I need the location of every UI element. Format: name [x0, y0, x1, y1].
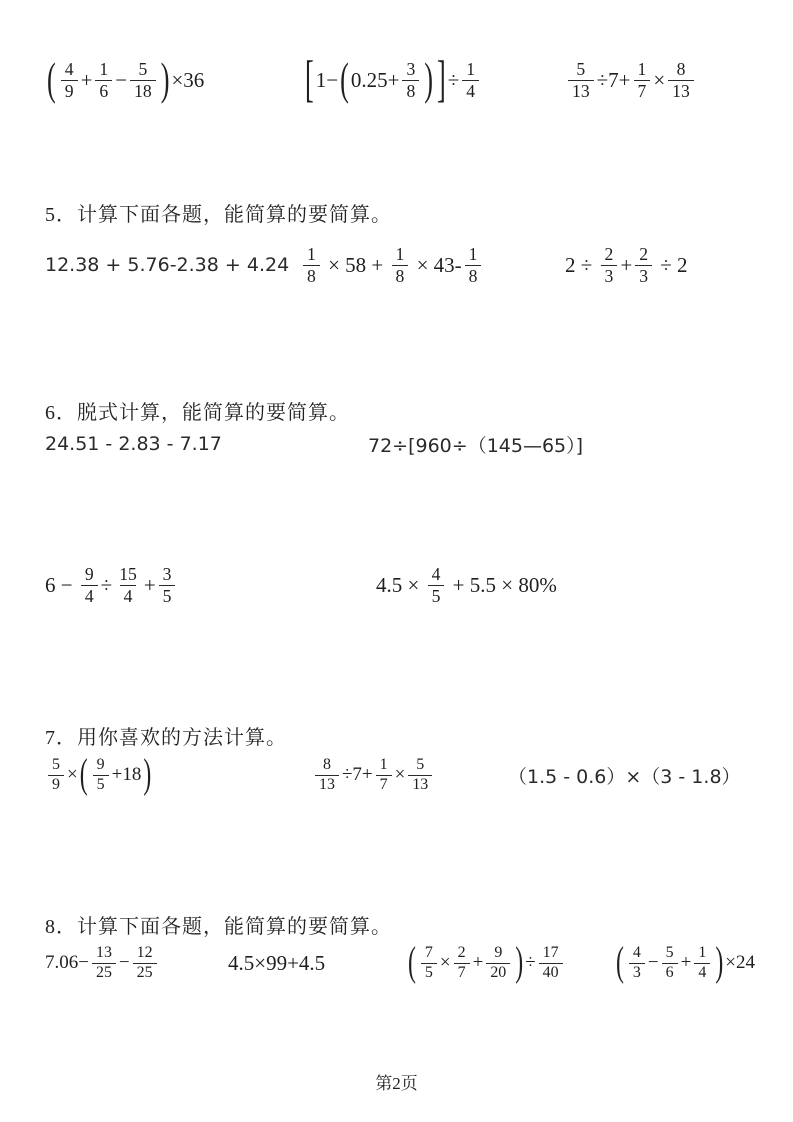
fraction: [130, 59, 156, 101]
fraction-numerator: 1: [698, 944, 707, 962]
expression-q6-4: [376, 557, 557, 613]
fraction: [601, 244, 618, 286]
fraction-numerator: 12: [136, 944, 153, 962]
expression-q8-1: [45, 935, 160, 991]
fraction-numerator: 9: [84, 564, 94, 585]
big-delimiter: [: [305, 50, 314, 108]
fraction: [115, 564, 141, 606]
expression-q8-4: [614, 935, 755, 991]
fraction-denominator: 5: [428, 585, 445, 606]
math-text: ×: [439, 952, 451, 973]
math-text: ÷: [447, 67, 460, 92]
fraction: [428, 564, 445, 606]
fraction-numerator: 3: [162, 564, 172, 585]
math-text: ×24: [725, 952, 755, 973]
fraction: [465, 244, 482, 286]
math-text: +18: [111, 764, 142, 785]
fraction-numerator: 9: [494, 944, 503, 962]
math-text: +: [143, 572, 156, 597]
fraction-denominator: 3: [601, 265, 618, 286]
page-number: 第2页: [375, 1074, 418, 1093]
math-text: ÷7+: [596, 67, 631, 92]
expression-q8-3: [406, 935, 566, 991]
fraction-denominator: 9: [61, 80, 78, 101]
expression-q5-1: [45, 237, 289, 293]
math-text: ×: [653, 67, 666, 92]
fraction-numerator: 1: [466, 59, 476, 80]
fraction: [376, 756, 392, 794]
fraction-denominator: 7: [634, 80, 651, 101]
big-delimiter: ): [160, 53, 170, 105]
fraction-denominator: 8: [465, 265, 482, 286]
fraction-numerator: 8: [676, 59, 686, 80]
fraction-denominator: 7: [454, 963, 470, 982]
math-text: ÷: [525, 952, 536, 973]
fraction: [159, 564, 176, 606]
math-text: 4.5 ×: [376, 572, 425, 597]
question-5-heading: 5．计算下面各题，能简算的要简算。: [45, 204, 392, 226]
expression-q7-3: [508, 747, 741, 803]
expression-q8-2: [228, 935, 325, 991]
fraction: [454, 944, 470, 982]
math-text: 72÷[960÷（145—65）]: [368, 434, 584, 457]
question-6-heading: 6．脱式计算，能简算的要简算。: [45, 402, 350, 424]
math-text: 0.25+: [350, 67, 400, 92]
math-text: ÷ 2: [655, 252, 688, 277]
fraction: [402, 59, 419, 101]
fraction: [668, 59, 694, 101]
fraction-denominator: 20: [486, 963, 510, 982]
big-delimiter: (: [79, 751, 88, 797]
fraction: [634, 59, 651, 101]
fraction-denominator: 4: [462, 80, 479, 101]
fraction-denominator: 13: [668, 80, 694, 101]
math-text: 12.38 + 5.76-2.38 + 4.24: [45, 254, 290, 276]
big-delimiter: (: [616, 939, 624, 985]
fraction: [629, 944, 645, 982]
fraction-denominator: 40: [539, 963, 563, 982]
math-text: 1−: [315, 67, 339, 92]
fraction: [95, 59, 112, 101]
expression-q5-2: [300, 237, 484, 293]
fraction-numerator: 5: [576, 59, 586, 80]
fraction: [462, 59, 479, 101]
big-delimiter: ): [424, 53, 433, 105]
fraction: [392, 244, 409, 286]
math-text: + 5.5 × 80%: [447, 572, 557, 597]
math-text: ÷: [100, 572, 113, 597]
fraction-denominator: 3: [635, 265, 652, 286]
expression-top-3: [565, 50, 697, 110]
fraction-denominator: 25: [92, 963, 116, 982]
expression-top-2: [303, 50, 482, 110]
fraction: [48, 756, 64, 794]
math-text: × 43-: [411, 252, 462, 277]
fraction-denominator: 5: [159, 585, 176, 606]
big-delimiter: (: [47, 53, 56, 105]
math-text: ×: [66, 764, 78, 785]
math-text: （1.5 - 0.6）×（3 - 1.8）: [508, 765, 741, 788]
math-text: ×: [394, 764, 406, 785]
fraction: [61, 59, 78, 101]
fraction-numerator: 5: [416, 756, 425, 774]
big-delimiter: ]: [437, 50, 446, 108]
math-text: ÷7+: [341, 764, 373, 785]
fraction-denominator: 25: [133, 963, 157, 982]
fraction-numerator: 8: [322, 756, 331, 774]
math-text: 2 ÷: [565, 252, 598, 277]
big-delimiter: (: [340, 53, 349, 105]
fraction: [568, 59, 594, 101]
fraction: [662, 944, 678, 982]
fraction: [694, 944, 710, 982]
fraction-numerator: 4: [64, 59, 74, 80]
math-text: +: [472, 952, 484, 973]
expression-top-1: [45, 50, 204, 110]
math-text: −: [115, 67, 128, 92]
fraction-denominator: 8: [303, 265, 320, 286]
fraction: [421, 944, 437, 982]
fraction-numerator: 15: [119, 564, 137, 585]
math-text: 4.5×99+4.5: [228, 950, 326, 975]
math-text: × 58 +: [322, 252, 389, 277]
fraction-denominator: 3: [629, 963, 645, 982]
fraction-denominator: 9: [48, 775, 64, 794]
big-delimiter: (: [408, 939, 416, 985]
fraction-numerator: 1: [379, 756, 388, 774]
fraction-numerator: 1: [307, 244, 316, 265]
fraction: [635, 244, 652, 286]
expression-q7-2: [312, 747, 435, 803]
fraction-numerator: 5: [138, 59, 148, 80]
fraction: [315, 756, 339, 794]
fraction-numerator: 4: [431, 564, 441, 585]
math-text: +: [680, 952, 692, 973]
fraction: [93, 756, 109, 794]
math-text: 24.51 - 2.83 - 7.17: [45, 433, 222, 455]
math-text: +: [620, 252, 633, 277]
fraction-numerator: 9: [96, 756, 105, 774]
question-7-heading: 7．用你喜欢的方法计算。: [45, 727, 287, 749]
fraction-numerator: 13: [95, 944, 112, 962]
fraction-numerator: 1: [637, 59, 647, 80]
fraction-denominator: 6: [662, 963, 678, 982]
math-text: 7.06−: [45, 952, 89, 973]
fraction-numerator: 2: [639, 244, 648, 265]
fraction-numerator: 7: [424, 944, 433, 962]
fraction-denominator: 13: [315, 775, 339, 794]
math-text: −: [118, 952, 130, 973]
fraction-numerator: 5: [52, 756, 60, 774]
fraction-denominator: 7: [376, 775, 392, 794]
fraction-denominator: 13: [408, 775, 432, 794]
expression-q5-3: [565, 237, 688, 293]
fraction-denominator: 6: [95, 80, 112, 101]
fraction-numerator: 17: [542, 944, 559, 962]
fraction-numerator: 2: [604, 244, 614, 265]
fraction-numerator: 2: [457, 944, 466, 962]
fraction-denominator: 5: [93, 775, 109, 794]
fraction: [92, 944, 116, 982]
expression-q6-3: [45, 557, 178, 613]
fraction: [486, 944, 510, 982]
fraction-denominator: 13: [568, 80, 594, 101]
expression-q6-2: [368, 430, 583, 458]
big-delimiter: ): [715, 939, 724, 985]
fraction-numerator: 3: [406, 59, 416, 80]
question-8-heading: 8．计算下面各题，能简算的要简算。: [45, 916, 392, 938]
fraction: [539, 944, 563, 982]
expression-q7-1: [45, 747, 153, 803]
big-delimiter: ): [143, 751, 152, 797]
fraction-numerator: 5: [665, 944, 674, 962]
fraction-denominator: 8: [402, 80, 419, 101]
math-text: ×36: [171, 67, 205, 92]
fraction: [81, 564, 98, 606]
fraction: [408, 756, 432, 794]
fraction-denominator: 4: [694, 963, 710, 982]
fraction-denominator: 5: [421, 963, 437, 982]
fraction-numerator: 4: [632, 944, 641, 962]
fraction-numerator: 1: [395, 244, 405, 265]
fraction-denominator: 4: [81, 585, 98, 606]
fraction: [303, 244, 320, 286]
big-delimiter: ): [515, 939, 524, 985]
fraction: [133, 944, 157, 982]
expression-q6-1: [45, 430, 222, 458]
fraction-denominator: 18: [130, 80, 156, 101]
math-text: +: [80, 67, 93, 92]
fraction-numerator: 1: [99, 59, 109, 80]
math-text: 6 −: [45, 572, 78, 597]
fraction-denominator: 4: [120, 585, 137, 606]
fraction-numerator: 1: [468, 244, 478, 265]
fraction-denominator: 8: [392, 265, 409, 286]
math-text: −: [647, 952, 659, 973]
